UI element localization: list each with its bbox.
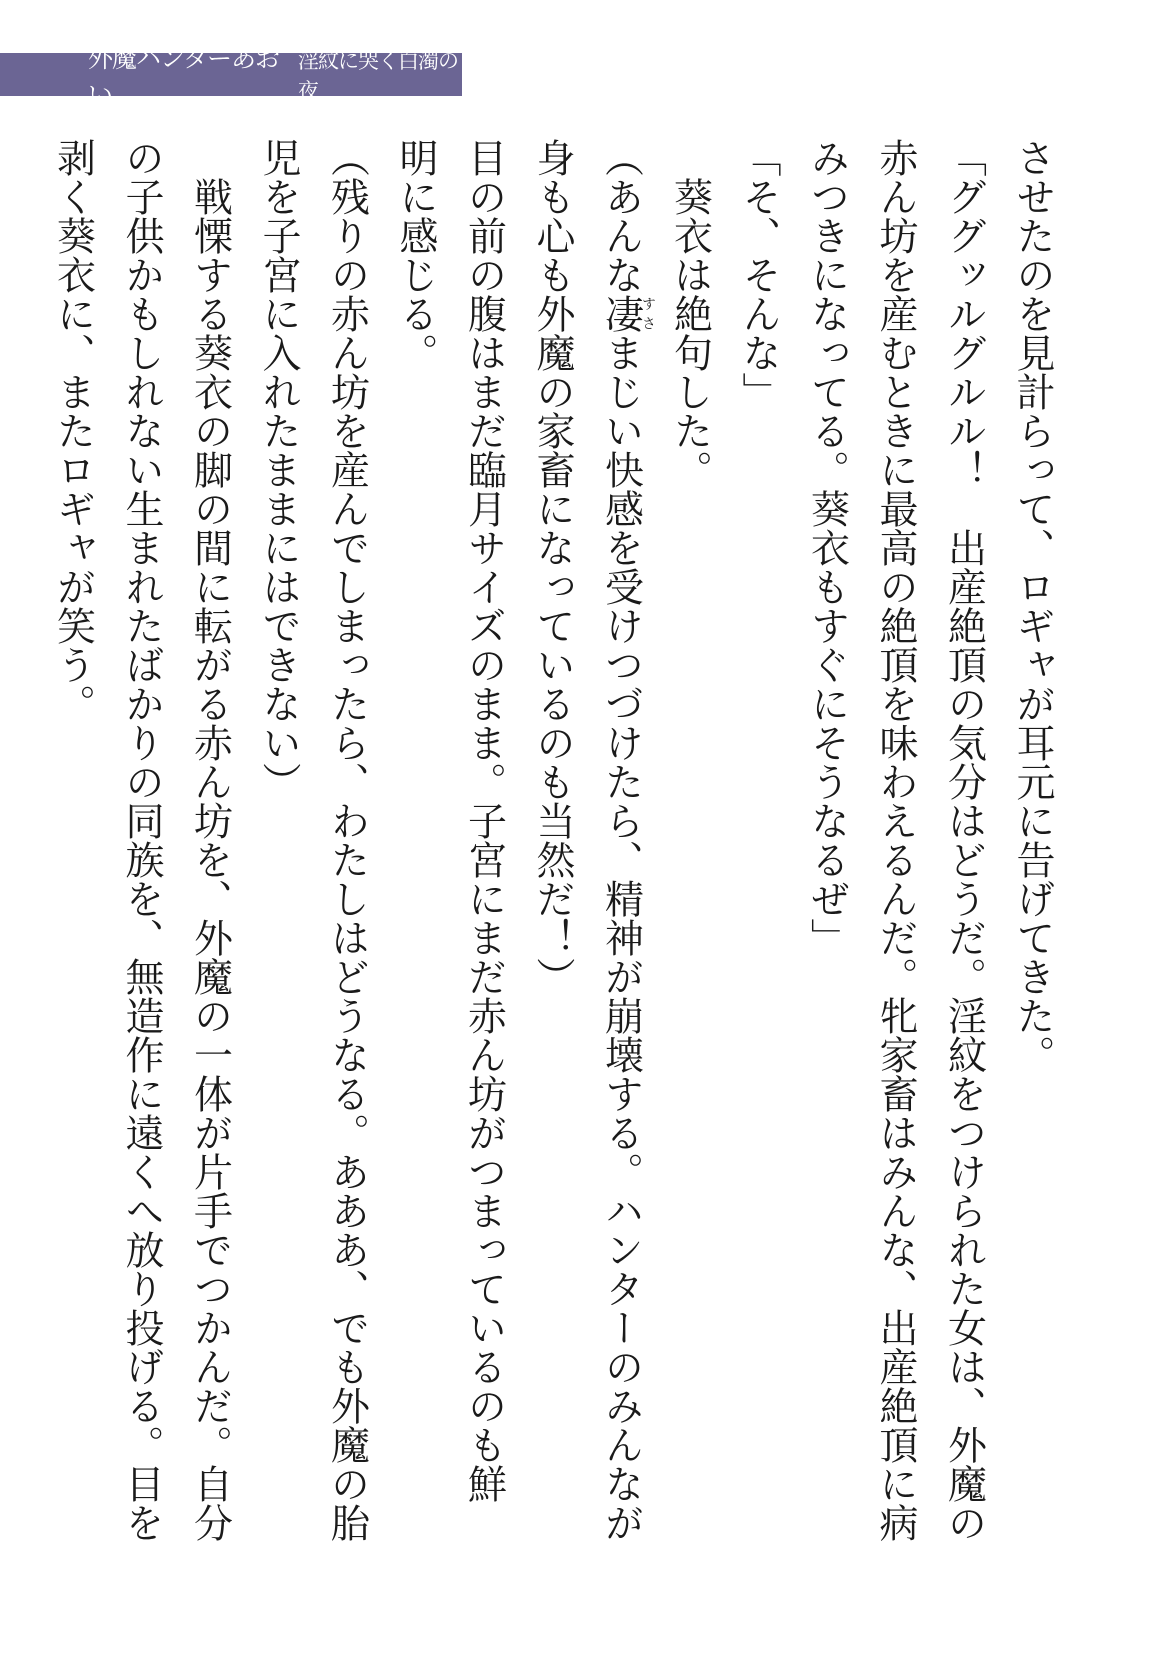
text-line: させたのを見計らって、ロギャが耳元に告げてきた。	[1010, 138, 1055, 1074]
text-line: 赤ん坊を産むときに最高の絶頂を味わえるんだ。牝家畜はみんな、出産絶頂に病	[873, 138, 918, 1542]
text-line: 明に感じる。	[393, 138, 438, 372]
text-line: 身も心も外魔の家畜になっているのも当然だ！）	[530, 138, 575, 996]
text-line: 「ググッルグルル！ 出産絶頂の気分はどうだ。淫紋をつけられた女は、外魔の	[941, 138, 987, 1542]
text-line: 目の前の腹はまだ臨月サイズのまま。子宮にまだ赤ん坊がつまっているのも鮮	[461, 138, 507, 1503]
text-line: 剥く葵衣に、またロギャが笑う。	[50, 138, 96, 723]
text-line: 児を子宮に入れたままにはできない）	[256, 138, 301, 801]
text-line-with-ruby	[586, 138, 655, 1608]
ruby-annotation	[598, 294, 656, 333]
text-line: 戦慄する葵衣の脚の間に転がる赤ん坊を、外魔の一体が片手でつかんだ。自分	[187, 177, 233, 1542]
chapter-title: 淫紋に哭く白濁の夜	[297, 48, 458, 103]
text-line: の子供かもしれない生まれたばかりの同族を、無造作に遠くへ放り投げる。目を	[119, 138, 164, 1542]
text-segment: まじい快感を受けつづけたら、精神が崩壊する。ハンターのみんなが	[598, 333, 644, 1542]
text-line: （残りの赤ん坊を産んでしまったら、わたしはどうなる。あああ、でも外魔の胎	[324, 138, 370, 1542]
text-line: みつきになってる。葵衣もすぐにそうなるぜ」	[804, 138, 850, 957]
text-line: 「そ、そんな」	[736, 138, 781, 411]
text-line: 葵衣は絶句した。	[667, 177, 713, 489]
text-segment: （あんな	[598, 138, 644, 294]
ruby-reading: すさ	[640, 294, 656, 333]
header-banner	[0, 43, 462, 109]
ruby-base: 凄	[598, 294, 644, 333]
book-title: 外魔ハンターあおい	[88, 43, 280, 109]
body-text	[38, 138, 1066, 1608]
